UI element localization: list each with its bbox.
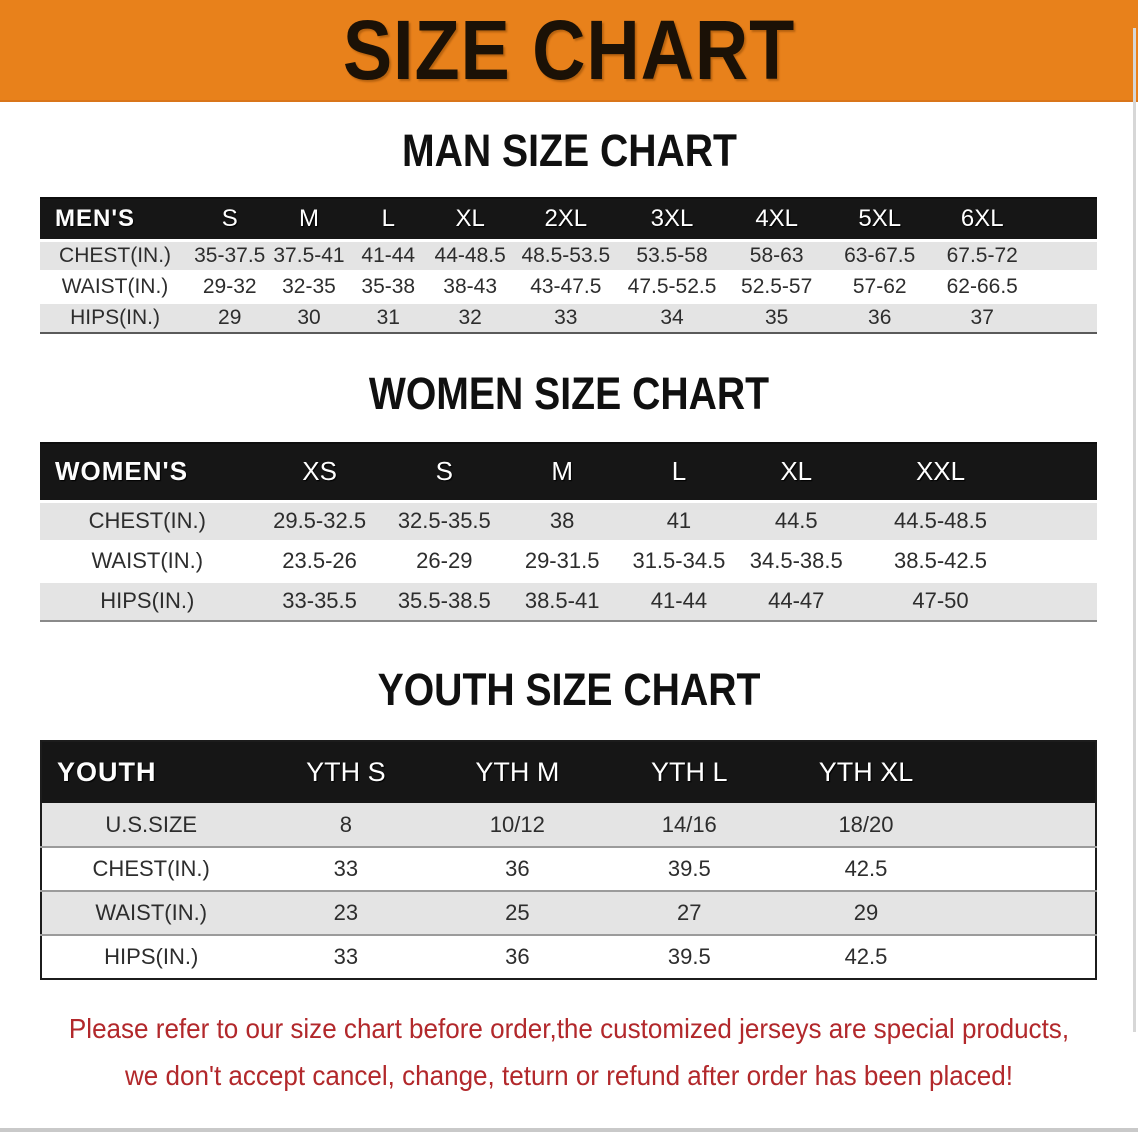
- size-value: 41-44: [349, 240, 428, 271]
- size-value: 62-66.5: [931, 271, 1034, 302]
- men-section-heading: [0, 125, 1138, 176]
- size-value: 34.5-38.5: [738, 541, 855, 581]
- youth-section-heading: [0, 664, 1138, 715]
- size-value: 33: [512, 302, 619, 333]
- youth-size-table: [40, 740, 1097, 980]
- measurement-row: [41, 847, 1096, 891]
- size-value: 34: [619, 302, 725, 333]
- size-value: 31: [349, 302, 428, 333]
- spacer-cell: [1033, 302, 1097, 333]
- size-column-header: XL: [455, 204, 485, 232]
- size-value: 33-35.5: [255, 581, 385, 621]
- measurement-label: U.S.SIZE: [105, 811, 198, 837]
- table-group-header: YOUTH: [57, 757, 157, 787]
- size-column-header: 3XL: [650, 204, 694, 232]
- size-value: 52.5-57: [725, 271, 829, 302]
- measurement-label: CHEST(IN.): [40, 501, 255, 541]
- measurement-label: HIPS(IN.): [40, 302, 190, 333]
- size-value: 48.5-53.5: [512, 240, 619, 271]
- table-group-header: WOMEN'S: [55, 456, 189, 487]
- bottom-edge-scan-line: [0, 1128, 1138, 1132]
- size-column-header: XS: [302, 456, 337, 487]
- spacer-cell: [1033, 271, 1097, 302]
- measurement-row: [40, 302, 1097, 333]
- measurement-row: [40, 541, 1097, 581]
- size-value: 29: [775, 891, 956, 935]
- measurement-label: WAIST(IN.): [41, 891, 260, 935]
- spacer-cell: [1026, 541, 1097, 581]
- size-column-header: YTH XL: [818, 757, 914, 787]
- disclaimer: [0, 1005, 1138, 1099]
- measurement-label: WAIST(IN.): [40, 541, 255, 581]
- size-column-header: 2XL: [544, 204, 588, 232]
- disclaimer-line-2: we don't accept cancel, change, teturn or refund after order has been placed!: [124, 1060, 1014, 1091]
- size-value: 41-44: [620, 581, 737, 621]
- size-value: 29-31.5: [504, 541, 620, 581]
- size-value: 23.5-26: [255, 541, 385, 581]
- size-column-header: S: [435, 456, 453, 487]
- size-value: 27: [603, 891, 775, 935]
- size-column-header: YTH S: [306, 757, 386, 787]
- size-value: 44-48.5: [428, 240, 513, 271]
- spacer-cell: [1033, 240, 1097, 271]
- size-column-header: XL: [780, 456, 813, 487]
- disclaimer-line-1: Please refer to our size chart before order,the customized jerseys are special products,: [68, 1013, 1070, 1044]
- size-value: 39.5: [603, 847, 775, 891]
- size-value: 47.5-52.5: [619, 271, 725, 302]
- spacer-cell: [1026, 581, 1097, 621]
- size-value: 38: [504, 501, 620, 541]
- spacer-cell: [1033, 198, 1097, 240]
- size-column-header: M: [298, 204, 319, 232]
- measurement-row: [40, 240, 1097, 271]
- size-value: 41: [620, 501, 737, 541]
- size-column-header: 5XL: [858, 204, 902, 232]
- size-value: 29-32: [190, 271, 269, 302]
- spacer-cell: [957, 891, 1096, 935]
- size-value: 8: [339, 811, 353, 837]
- size-value: 36: [431, 847, 603, 891]
- size-column-header: XXL: [915, 456, 966, 487]
- spacer-cell: [957, 741, 1096, 803]
- size-value: 42.5: [775, 847, 956, 891]
- size-value: 25: [431, 891, 603, 935]
- size-column-header: L: [671, 456, 687, 487]
- spacer-cell: [1026, 443, 1097, 501]
- size-column-header: L: [381, 204, 395, 232]
- banner-title: SIZE CHART: [342, 3, 796, 97]
- table-header-row: [41, 741, 1096, 803]
- spacer-cell: [1026, 501, 1097, 541]
- size-value: 36: [828, 302, 931, 333]
- size-value: 42.5: [775, 935, 956, 979]
- size-value: 38.5-41: [504, 581, 620, 621]
- size-value: 30: [269, 302, 348, 333]
- youth-section-heading-text: YOUTH SIZE CHART: [377, 664, 761, 715]
- size-value: 33: [260, 847, 431, 891]
- size-value: 44-47: [738, 581, 855, 621]
- size-value: 57-62: [828, 271, 931, 302]
- size-column-header: 6XL: [960, 204, 1004, 232]
- size-value: 35.5-38.5: [385, 581, 504, 621]
- size-value: 43-47.5: [512, 271, 619, 302]
- size-value: 31.5-34.5: [620, 541, 737, 581]
- size-column-header: 4XL: [755, 204, 799, 232]
- size-value: 58-63: [725, 240, 829, 271]
- measurement-row: [40, 501, 1097, 541]
- men-size-table: [40, 197, 1097, 334]
- measurement-label: HIPS(IN.): [40, 581, 255, 621]
- banner: [0, 0, 1138, 102]
- size-value: 63-67.5: [828, 240, 931, 271]
- women-size-table: [40, 442, 1097, 622]
- size-value: 32-35: [269, 271, 348, 302]
- table-group-header: MEN'S: [55, 204, 136, 232]
- size-value: 18/20: [838, 811, 894, 837]
- measurement-row: [41, 935, 1096, 979]
- measurement-label: CHEST(IN.): [40, 240, 190, 271]
- size-value: 38-43: [428, 271, 513, 302]
- spacer-cell: [957, 847, 1096, 891]
- right-edge-scan-line: [1133, 28, 1136, 1032]
- size-value: 14/16: [661, 811, 717, 837]
- size-value: 47-50: [855, 581, 1026, 621]
- size-value: 35-37.5: [190, 240, 269, 271]
- size-value: 39.5: [603, 935, 775, 979]
- measurement-label: HIPS(IN.): [41, 935, 260, 979]
- size-value: 32: [428, 302, 513, 333]
- measurement-row: [40, 271, 1097, 302]
- spacer-cell: [957, 935, 1096, 979]
- size-value: 44.5: [738, 501, 855, 541]
- size-value: 29: [190, 302, 269, 333]
- measurement-row: [41, 803, 1096, 847]
- spacer-cell: [957, 803, 1096, 847]
- size-value: 37: [931, 302, 1034, 333]
- men-section-heading-text: MAN SIZE CHART: [401, 125, 737, 176]
- size-value: 36: [431, 935, 603, 979]
- size-value: 10/12: [489, 811, 545, 837]
- measurement-row: [41, 891, 1096, 935]
- measurement-label: WAIST(IN.): [40, 271, 190, 302]
- size-value: 32.5-35.5: [385, 501, 504, 541]
- size-column-header: YTH M: [475, 757, 560, 787]
- size-value: 37.5-41: [269, 240, 348, 271]
- size-value: 26-29: [385, 541, 504, 581]
- size-value: 35-38: [349, 271, 428, 302]
- size-value: 35: [725, 302, 829, 333]
- size-column-header: S: [221, 204, 238, 232]
- size-column-header: YTH L: [651, 757, 728, 787]
- measurement-row: [40, 581, 1097, 621]
- size-value: 67.5-72: [931, 240, 1034, 271]
- size-value: 33: [260, 935, 431, 979]
- size-value: 44.5-48.5: [855, 501, 1026, 541]
- table-header-row: [40, 443, 1097, 501]
- size-value: 38.5-42.5: [855, 541, 1026, 581]
- women-section-heading-text: WOMEN SIZE CHART: [368, 368, 770, 419]
- size-value: 53.5-58: [619, 240, 725, 271]
- women-section-heading: [0, 368, 1138, 419]
- size-value: 23: [260, 891, 431, 935]
- size-value: 29.5-32.5: [255, 501, 385, 541]
- measurement-label: CHEST(IN.): [41, 847, 260, 891]
- size-column-header: M: [551, 456, 573, 487]
- table-header-row: [40, 198, 1097, 240]
